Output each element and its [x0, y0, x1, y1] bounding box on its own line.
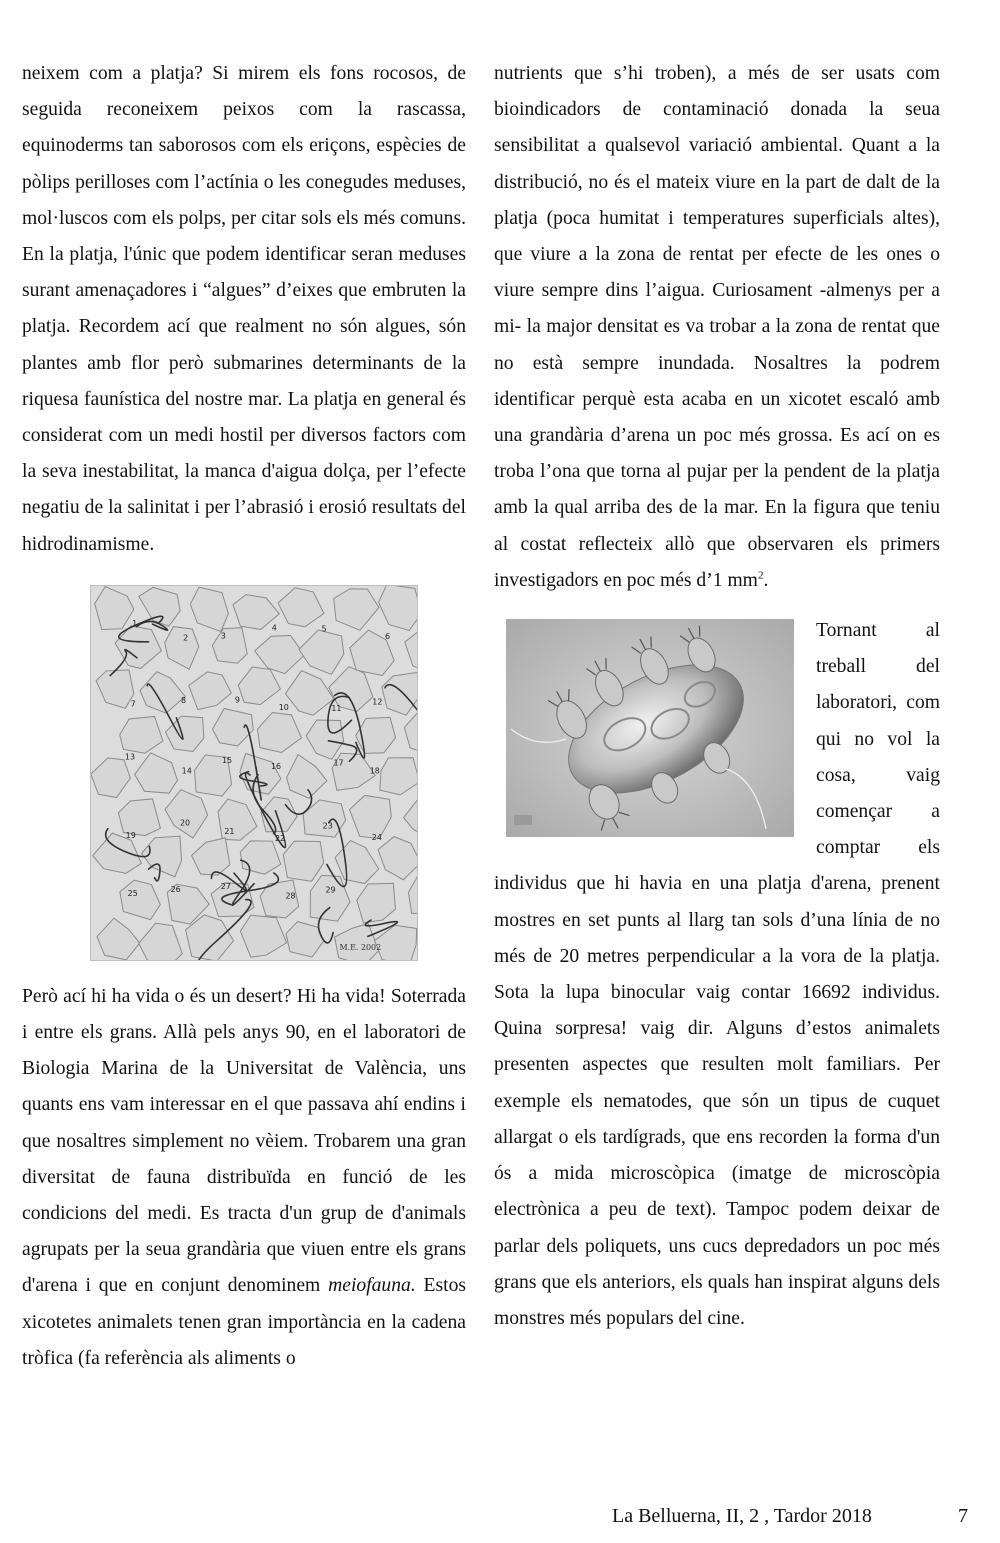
sand-grain [378, 836, 417, 879]
figure-label: 20 [179, 818, 191, 828]
sand-grain [335, 923, 382, 960]
left-paragraph-2 [22, 979, 466, 1377]
right-paragraph-2: Tornant al treball del laboratori, com qui no vol la cosa, vaig començar a comptar els individus que hi havia en una platja d'arena, prenent mostres en set punts al llarg tan sols d’una línia de no més de 20 metres perpendicular a la vora de la platja. Sota la lupa binocular vaig contar 16692 individus. Quina sorpresa! vaig dir. Alguns d’estos animalets presenten aspectes que resulten molt familiars. Per exemple els nematodes, que són un tipus de cuquet allargat o els tardígrads, que ens recorden la forma d'un ós a mida microscòpica (imatge de microscòpia electrònica a peu de text). Tampoc podem deixar de parlar dels poliquets, uns cucs depredadors un poc més grans que els anteriors, els quals han inspirat alguns dels monstres més populars del cine. [494, 620, 940, 1329]
sand-grain [405, 631, 417, 674]
sand-grain [120, 716, 163, 753]
sand-grain [120, 880, 160, 920]
figure-label: 2 [183, 633, 189, 643]
sand-grain [165, 790, 208, 838]
figure-label: 11 [331, 703, 342, 713]
figure-label: 5 [321, 624, 327, 634]
figure-label: 15 [221, 755, 233, 765]
figure-label: 9 [234, 695, 240, 705]
meiofauna-illustration [90, 585, 418, 961]
page-footer [0, 1505, 1000, 1533]
sand-grain [278, 588, 324, 627]
figure-label: 17 [333, 758, 344, 768]
tardigrade-micrograph [506, 619, 794, 837]
left-column [22, 56, 466, 1377]
sand-grain [95, 586, 134, 629]
left-paragraph-1: neixem com a platja? Si mirem els fons rocosos, de seguida reconeixem peixos com la rascassa, equinoderms tan saborosos com els eriçons, espècies de pòlips perilloses com l’actínia o les conegudes meduses, mol·luscos com els polps, per citar sols els més comuns. En la platja, l'únic que podem identificar seran meduses surant amenaçadores i “algues” d’eixes que embruten la platja. Recordem ací que realment no són algues, són plantes amb flor però submarines determinants de la riquesa faunística del nostre mar. La platja en general és considerat com un medi hostil per diversos factors com la seva inestabilitat, la manca d'aigua dolça, per l’efecte negatiu de la salinitat i per l’abrasió i erosió resultats del hidrodinamisme. [22, 63, 466, 555]
sand-grain [379, 586, 417, 630]
sand-grain [96, 670, 134, 708]
right-paragraph-1-end: . [763, 569, 769, 591]
right-paragraph-1-text: nutrients que s’hi troben), a més de ser usats com bioindicadors de contaminació donada la seua sensibilitat a qualsevol variació ambiental. Quant a la distribució, no és el mateix viure en la part de dalt de la platja (poca humitat i temperatures superficials altes), que viure a la zona de rentat per efecte de les ones o viure sempre dins l’aigua. Curiosament -almenys per a mi- la major densitat es va trobar a la zona de rentat que no està sempre inundada. Nosaltres la podrem identificar perquè esta acaba en un xicotet escaló amb una grandària d’arena un poc més grossa. Es ací on es troba l’ona que torna al pujar per la pendent de la platja amb la qual arriba des de la mar. En la figura que teniu al costat reflecteix allò que observaren els primers investigadors en poc més d’1 mm [494, 63, 940, 591]
sand-grain [139, 587, 180, 626]
sand-grain [287, 754, 327, 798]
figure-label: 27 [220, 881, 231, 891]
right-column [494, 56, 940, 1337]
figure-label: 13 [124, 752, 136, 762]
figure-label: 6 [384, 631, 391, 641]
sand-grain [189, 672, 232, 710]
sand-grain [190, 587, 228, 631]
sand-grain [306, 720, 343, 759]
figure-label: 3 [220, 631, 226, 641]
sand-grain [404, 793, 417, 841]
figure-label: 21 [224, 826, 235, 836]
left-paragraph-2-tail: Estos xicotetes animalets tenen gran importància en la cadena tròfica (fa referència als aliments o [22, 1275, 467, 1369]
sand-grain [299, 630, 344, 675]
figure-label: 29 [325, 885, 336, 895]
figure-label: 18 [369, 766, 380, 776]
sand-grain [140, 672, 185, 713]
figure-label: 16 [270, 762, 282, 772]
page-number: 7 [958, 1505, 968, 1527]
sand-grain [408, 872, 417, 914]
journal-issue: La Belluerna, II, 2 , Tardor 2018 [612, 1505, 872, 1527]
left-paragraph-2-text: Però ací hi ha vida o és un desert? Hi ha vida! Soterrada i entre els grans. Allà pels anys 90, en el laboratori de Biologia Marina de la Universitat de València, uns quants ens vam interessar en el que passava ahí endins i que nosaltres simplement no vèiem. Trobarem una gran diversitat de fauna distribuïda en funció de les condicions del medi. Es tracta d'un grup de d'animals agrupats per la seua grandària que viuen entre els grans d'arena i que en conjunt denominem [22, 985, 466, 1297]
meiofauna-term: meiofauna. [328, 1275, 416, 1297]
sand-grain [380, 758, 417, 795]
figure-label: 10 [278, 702, 289, 712]
sand-grain [334, 589, 379, 631]
sand-grain [91, 758, 130, 798]
figure-label: 12 [372, 697, 383, 707]
figure-signature: M.E. 2002 [339, 942, 382, 952]
sand-grain [310, 875, 350, 921]
right-paragraph-1 [494, 56, 940, 599]
figure-label: 14 [181, 766, 192, 776]
figure-label: 25 [127, 888, 138, 898]
sand-grain [382, 672, 417, 715]
sand-grain [283, 841, 323, 881]
sand-grain [192, 838, 230, 875]
sand-grain [97, 918, 140, 960]
sand-grain [139, 923, 182, 960]
sand-grain [240, 841, 280, 874]
sand-grain [335, 840, 379, 883]
figure-label: 8 [180, 695, 187, 705]
sand-grain [285, 670, 333, 715]
sand-grain [135, 753, 178, 793]
figure-label: 1 [132, 619, 138, 629]
figure-label: 7 [130, 699, 136, 709]
figure-label: 28 [285, 891, 296, 901]
sand-grain [165, 626, 199, 669]
sand-grain [350, 795, 392, 838]
figure-label: 24 [371, 832, 382, 842]
sand-grain [404, 713, 417, 755]
figure-label: 26 [170, 885, 181, 895]
sand-grain [357, 883, 396, 923]
squared-superscript: 2 [757, 569, 764, 582]
sand-grain [238, 667, 280, 705]
meiofauna-drawing [91, 586, 417, 960]
figure-label: 23 [322, 821, 333, 831]
sand-grain [257, 712, 301, 752]
tardigrade-image [506, 619, 794, 837]
figure-label: 19 [125, 830, 136, 840]
sand-grain [212, 628, 247, 664]
figure-label: 22 [274, 833, 286, 843]
figure-label: 4 [271, 623, 277, 633]
sand-grain [240, 915, 286, 957]
